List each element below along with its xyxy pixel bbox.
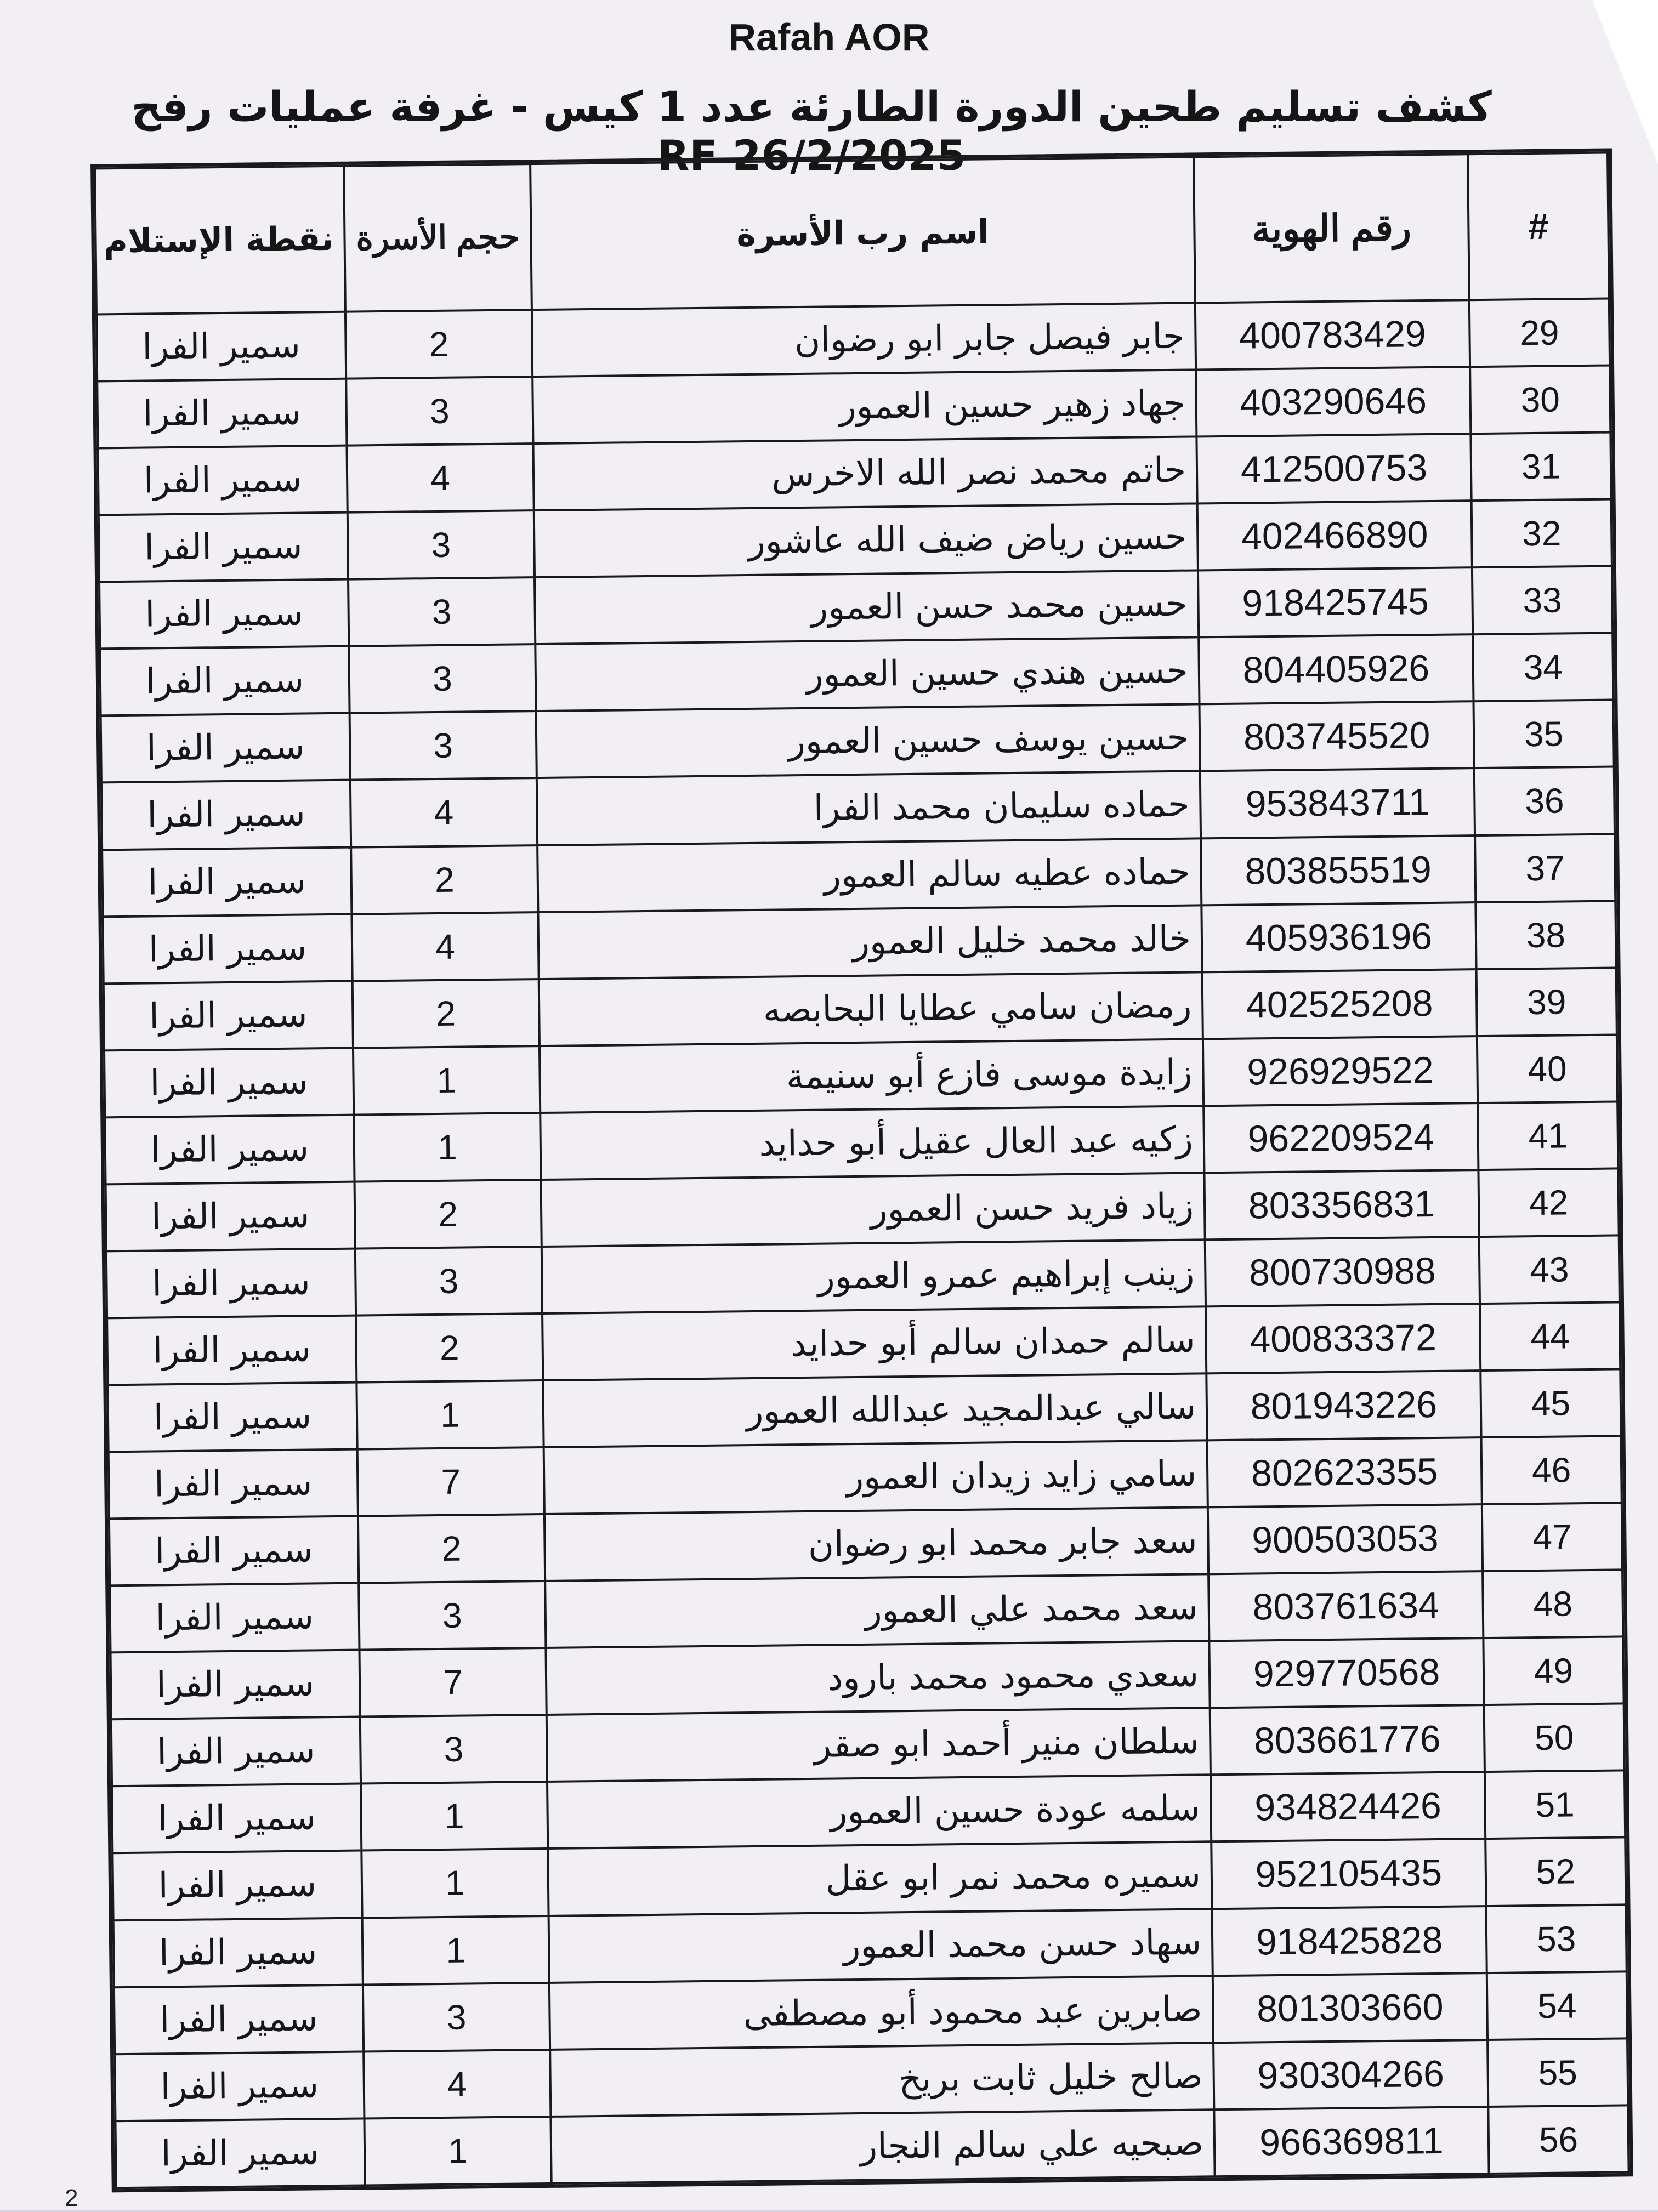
head-of-family-name-cell: صابرين عبد محمود أبو مصطفى	[549, 1976, 1213, 2050]
row-number-cell: 34	[1473, 633, 1613, 702]
head-of-family-name-cell: رمضان سامي عطايا البحابصه	[539, 972, 1203, 1046]
row-number-cell: 38	[1475, 901, 1616, 969]
head-of-family-name-cell: زياد فريد حسن العمور	[541, 1173, 1205, 1247]
family-size-cell: 2	[358, 1514, 545, 1583]
pickup-point-cell: سمير الفرا	[115, 2118, 365, 2188]
row-number-cell: 48	[1483, 1570, 1623, 1639]
family-size-cell: 3	[350, 711, 537, 780]
pickup-point-cell: سمير الفرا	[106, 1181, 355, 1251]
id-number-cell: 803761634	[1208, 1571, 1483, 1641]
family-size-cell: 3	[346, 377, 533, 446]
family-size-cell: 3	[360, 1715, 547, 1784]
row-number-cell: 33	[1472, 566, 1612, 635]
row-number-cell: 35	[1473, 700, 1614, 769]
head-of-family-name-cell: سهاد حسن محمد العمور	[549, 1909, 1213, 1983]
family-size-cell: 1	[362, 1915, 549, 1984]
page-number: 2	[65, 2185, 78, 2211]
row-number-cell: 49	[1483, 1637, 1623, 1705]
id-number-cell: 803661776	[1210, 1705, 1485, 1775]
pickup-point-cell: سمير الفرا	[102, 847, 351, 917]
family-size-cell: 2	[351, 845, 538, 914]
column-header-name: اسم رب الأسرة	[530, 157, 1195, 310]
row-number-cell: 54	[1487, 1971, 1627, 2040]
column-header-number: #	[1468, 153, 1609, 300]
id-number-cell: 803855519	[1201, 835, 1475, 905]
pickup-point-cell: سمير الفرا	[109, 1449, 358, 1519]
row-number-cell: 29	[1469, 299, 1610, 367]
head-of-family-name-cell: سلمه عودة حسين العمور	[547, 1775, 1211, 1849]
pickup-point-cell: سمير الفرا	[101, 780, 351, 850]
pickup-point-cell: سمير الفرا	[101, 713, 350, 783]
head-of-family-name-cell: سميره محمد نمر ابو عقل	[548, 1842, 1212, 1916]
row-number-cell: 41	[1478, 1101, 1618, 1170]
pickup-point-cell: سمير الفرا	[97, 379, 347, 448]
family-size-cell: 3	[359, 1581, 546, 1650]
pickup-point-cell: سمير الفرا	[106, 1248, 356, 1318]
id-number-cell: 801943226	[1206, 1371, 1481, 1440]
pickup-point-cell: سمير الفرا	[103, 914, 352, 983]
pickup-point-cell: سمير الفرا	[100, 646, 349, 716]
id-number-cell: 918425828	[1212, 1906, 1487, 1976]
id-number-cell: 801303660	[1213, 1973, 1487, 2043]
head-of-family-name-cell: حاتم محمد نصر الله الاخرس	[533, 437, 1197, 511]
head-of-family-name-cell: زايدة موسى فازع أبو سنيمة	[540, 1039, 1203, 1113]
family-size-cell: 3	[349, 644, 536, 713]
id-number-cell: 402525208	[1202, 969, 1477, 1039]
pickup-point-cell: سمير الفرا	[113, 1918, 363, 1987]
row-number-cell: 45	[1480, 1369, 1621, 1437]
pickup-point-cell: سمير الفرا	[115, 2051, 364, 2121]
family-size-cell: 2	[345, 310, 532, 379]
family-size-cell: 4	[350, 778, 537, 848]
head-of-family-name-cell: سعدي محمود محمد بارود	[546, 1641, 1210, 1715]
head-of-family-name-cell: صبحيه علي سالم النجار	[550, 2109, 1214, 2183]
family-size-cell: 1	[356, 1380, 543, 1449]
id-number-cell: 930304266	[1213, 2040, 1488, 2109]
row-number-cell: 46	[1481, 1436, 1622, 1504]
row-number-cell: 47	[1482, 1503, 1622, 1572]
head-of-family-name-cell: سعد محمد علي العمور	[545, 1574, 1209, 1648]
id-number-cell: 400783429	[1195, 300, 1470, 369]
family-size-cell: 7	[359, 1648, 546, 1717]
row-number-cell: 40	[1477, 1034, 1617, 1103]
pickup-point-cell: سمير الفرا	[111, 1650, 360, 1720]
pickup-point-cell: سمير الفرا	[114, 1984, 364, 2054]
pickup-point-cell: سمير الفرا	[109, 1516, 359, 1586]
id-number-cell: 962209524	[1203, 1103, 1478, 1173]
id-number-cell: 400833372	[1206, 1304, 1480, 1373]
head-of-family-name-cell: سامي زايد زيدان العمور	[544, 1440, 1208, 1514]
id-number-cell: 800730988	[1205, 1237, 1480, 1306]
id-number-cell: 402466890	[1197, 501, 1472, 570]
id-number-cell: 918425745	[1198, 567, 1473, 637]
head-of-family-name-cell: خالد محمد خليل العمور	[538, 905, 1202, 979]
head-of-family-name-cell: حماده سليمان محمد الفرا	[537, 771, 1201, 845]
head-of-family-name-cell: سالم حمدان سالم أبو حدايد	[542, 1306, 1206, 1380]
column-header-family-size: حجم الأسرة	[344, 164, 532, 312]
family-size-cell: 3	[348, 577, 535, 646]
family-size-cell: 1	[353, 1046, 540, 1115]
pickup-point-cell: سمير الفرا	[98, 446, 348, 515]
row-number-cell: 36	[1474, 767, 1615, 835]
pickup-point-cell: سمير الفرا	[107, 1316, 356, 1385]
family-size-cell: 3	[348, 510, 535, 579]
document-org-title: Rafah AOR	[728, 16, 930, 59]
row-number-cell: 44	[1480, 1302, 1620, 1371]
head-of-family-name-cell: سالي عبدالمجيد عبدالله العمور	[543, 1373, 1207, 1447]
family-size-cell: 1	[354, 1113, 541, 1182]
id-number-cell: 934824426	[1211, 1772, 1485, 1841]
head-of-family-name-cell: حسين محمد حسن العمور	[535, 571, 1199, 645]
document-subtitle: كشف تسليم طحين الدورة الطارئة عدد 1 كيس - غرفة عمليات رفح RF 26/2/2025	[131, 82, 1492, 180]
row-number-cell: 42	[1478, 1168, 1619, 1237]
id-number-cell: 803745520	[1200, 702, 1474, 771]
head-of-family-name-cell: سعد جابر محمد ابو رضوان	[544, 1507, 1208, 1581]
head-of-family-name-cell: حسين رياض ضيف الله عاشور	[534, 504, 1198, 578]
row-number-cell: 32	[1472, 499, 1612, 568]
id-number-cell: 952105435	[1211, 1839, 1486, 1908]
row-number-cell: 53	[1486, 1904, 1626, 1973]
family-size-cell: 3	[363, 1983, 550, 2052]
row-number-cell: 52	[1485, 1838, 1626, 1906]
row-number-cell: 55	[1487, 2038, 1628, 2107]
row-number-cell: 31	[1470, 433, 1611, 501]
id-number-cell: 403290646	[1196, 367, 1470, 436]
family-size-cell: 3	[355, 1247, 542, 1316]
row-number-cell: 30	[1470, 366, 1610, 434]
id-number-cell: 926929522	[1203, 1036, 1478, 1106]
row-number-cell: 51	[1485, 1771, 1625, 1839]
head-of-family-name-cell: جهاد زهير حسين العمور	[532, 370, 1196, 444]
id-number-cell: 803356831	[1204, 1170, 1479, 1239]
id-number-cell: 953843711	[1200, 769, 1475, 838]
pickup-point-cell: سمير الفرا	[96, 312, 346, 382]
pickup-point-cell: سمير الفرا	[99, 579, 349, 649]
family-size-cell: 4	[364, 2050, 550, 2119]
pickup-point-cell: سمير الفرا	[107, 1383, 357, 1452]
id-number-cell: 966369811	[1214, 2107, 1489, 2177]
table-header-row	[95, 153, 1609, 315]
row-number-cell: 50	[1484, 1704, 1625, 1772]
id-number-cell: 804405926	[1199, 634, 1473, 704]
head-of-family-name-cell: حسين هندي حسين العمور	[535, 638, 1199, 712]
row-number-cell: 37	[1475, 834, 1615, 902]
family-size-cell: 2	[355, 1180, 542, 1249]
id-number-cell: 929770568	[1209, 1638, 1484, 1708]
pickup-point-cell: سمير الفرا	[105, 1114, 354, 1184]
id-number-cell: 802623355	[1207, 1437, 1482, 1507]
pickup-point-cell: سمير الفرا	[104, 981, 353, 1050]
distribution-table	[90, 148, 1633, 2192]
head-of-family-name-cell: زكيه عبد العال عقيل أبو حدايد	[540, 1106, 1204, 1180]
head-of-family-name-cell: حسين يوسف حسين العمور	[536, 704, 1200, 778]
row-number-cell: 43	[1479, 1235, 1620, 1304]
family-size-cell: 1	[361, 1782, 548, 1851]
pickup-point-cell: سمير الفرا	[110, 1583, 359, 1653]
head-of-family-name-cell: صالح خليل ثابت بريخ	[550, 2043, 1214, 2117]
row-number-cell: 39	[1477, 968, 1617, 1036]
pickup-point-cell: سمير الفرا	[112, 1851, 362, 1920]
column-header-pickup-point: نقطة الإستلام	[95, 166, 345, 315]
family-size-cell: 1	[364, 2117, 551, 2186]
pickup-point-cell: سمير الفرا	[104, 1048, 354, 1117]
family-size-cell: 2	[353, 979, 540, 1048]
column-header-id: رقم الهوية	[1194, 154, 1469, 303]
pickup-point-cell: سمير الفرا	[112, 1784, 361, 1853]
pickup-point-cell: سمير الفرا	[99, 513, 348, 582]
family-size-cell: 4	[347, 443, 533, 513]
family-size-cell: 1	[361, 1849, 548, 1918]
pickup-point-cell: سمير الفرا	[111, 1717, 361, 1787]
head-of-family-name-cell: جابر فيصل جابر ابو رضوان	[532, 303, 1196, 377]
family-size-cell: 7	[357, 1447, 544, 1516]
family-size-cell: 2	[356, 1313, 543, 1383]
head-of-family-name-cell: زينب إبراهيم عمرو العمور	[542, 1239, 1206, 1313]
id-number-cell: 900503053	[1208, 1504, 1483, 1574]
id-number-cell: 405936196	[1201, 902, 1476, 972]
family-size-cell: 4	[351, 912, 538, 981]
row-number-cell: 56	[1488, 2105, 1628, 2174]
id-number-cell: 412500753	[1196, 434, 1471, 503]
head-of-family-name-cell: حماده عطيه سالم العمور	[537, 838, 1201, 912]
head-of-family-name-cell: سلطان منير أحمد ابو صقر	[547, 1708, 1211, 1782]
